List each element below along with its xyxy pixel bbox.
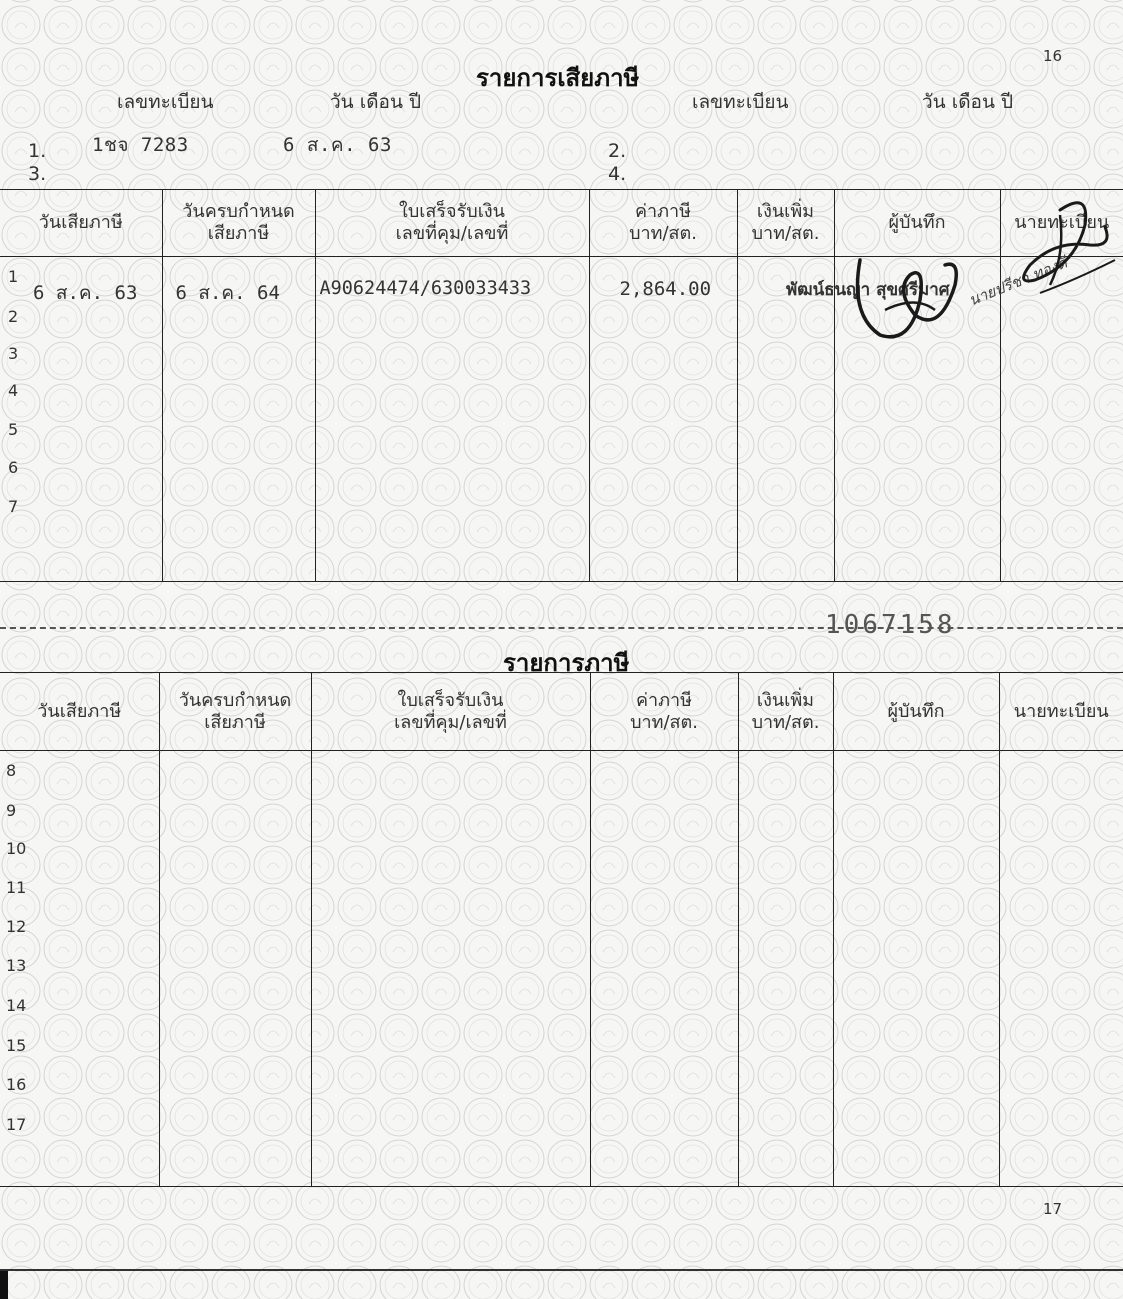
cell-due-date <box>159 751 311 1187</box>
col-header-line: เลขที่คุม/เลขที่ <box>394 711 507 733</box>
col-header-tax-amount <box>590 673 738 751</box>
record-tax-amount: 2,864.00 <box>619 278 712 300</box>
entry-number: 4. <box>608 163 627 185</box>
cell-tax-date <box>0 257 162 582</box>
page-number-top: 16 <box>1043 47 1063 65</box>
row-number: 12 <box>6 917 27 936</box>
reg-number-header-right: เลขทะเบียน <box>692 91 789 113</box>
col-header-line: วันครบกำหนด <box>178 689 292 711</box>
row-number: 15 <box>6 1036 27 1055</box>
row-number: 2 <box>8 307 19 326</box>
row-number: 3 <box>8 344 19 363</box>
row-number: 11 <box>6 878 27 897</box>
cell-surcharge <box>738 751 833 1187</box>
col-header-due-date <box>159 673 311 751</box>
col-header-line: ใบเสร็จรับเงิน <box>397 689 504 711</box>
col-header-line: เสียภาษี <box>204 711 266 733</box>
cell-tax-date <box>0 751 159 1187</box>
table-header-row <box>0 673 1123 751</box>
col-header-line: ค่าภาษี <box>636 689 692 711</box>
cell-surcharge <box>737 257 834 582</box>
page-bottom-edge <box>0 1269 1123 1271</box>
row-number: 4 <box>8 381 19 400</box>
table-body-row <box>0 751 1123 1187</box>
col-header-line: เงินเพิ่ม <box>756 201 815 222</box>
registrar-signature <box>1005 185 1123 305</box>
col-header-line: บาท/สต. <box>630 711 698 733</box>
col-header-recorder: ผู้บันทึก <box>833 673 999 751</box>
tax-list-table <box>0 672 1123 1187</box>
cell-registrar <box>999 751 1123 1187</box>
date-header-left: วัน เดือน ปี <box>330 91 422 113</box>
recorder-name-stamp: พัฒน์ธนญา สุขศรีมาศ <box>786 280 950 300</box>
col-header-receipt <box>315 190 589 257</box>
row-number: 17 <box>6 1115 27 1134</box>
col-header-line: บาท/สต. <box>629 223 697 244</box>
col-header-registrar: นายทะเบียน <box>1000 190 1123 257</box>
section-title-tax-payments: รายการเสียภาษี <box>476 64 640 92</box>
row-number: 8 <box>6 761 17 780</box>
col-header-tax-amount <box>589 190 737 257</box>
page-number-bottom: 17 <box>1043 1200 1063 1218</box>
reg-number-header-left: เลขทะเบียน <box>117 91 214 113</box>
cell-registrar <box>1000 257 1123 582</box>
cell-recorder <box>833 751 999 1187</box>
date-header-right: วัน เดือน ปี <box>922 91 1014 113</box>
col-header-line: เสียภาษี <box>207 223 270 244</box>
col-header-line: เงินเพิ่ม <box>756 689 815 711</box>
row-number: 14 <box>6 996 27 1015</box>
row-number: 7 <box>8 497 19 516</box>
cell-receipt <box>311 751 590 1187</box>
record-tax-date: 6 ส.ค. 63 <box>33 282 138 304</box>
row-number: 5 <box>8 420 19 439</box>
registrar-name: นายปรีชา ทองดี <box>966 253 1070 310</box>
row-number: 6 <box>8 458 19 477</box>
col-header-line: ใบเสร็จรับเงิน <box>399 201 505 222</box>
col-header-line: วันครบกำหนด <box>182 201 295 222</box>
cell-due-date <box>162 257 315 582</box>
col-header-registrar: นายทะเบียน <box>999 673 1123 751</box>
cell-tax-amount <box>589 257 737 582</box>
col-header-line: บาท/สต. <box>751 711 820 733</box>
col-header-line: บาท/สต. <box>751 223 820 244</box>
entry-number: 1. <box>28 140 47 162</box>
col-header-line: ค่าภาษี <box>635 201 691 222</box>
col-header-surcharge <box>737 190 834 257</box>
col-header-tax-date: วันเสียภาษี <box>0 673 159 751</box>
stamped-serial-number: 1067158 <box>825 610 956 640</box>
entry-number: 2. <box>608 140 627 162</box>
col-header-receipt <box>311 673 590 751</box>
col-header-due-date <box>162 190 315 257</box>
cell-tax-amount <box>590 751 738 1187</box>
row-number: 9 <box>6 801 17 820</box>
col-header-line: เลขที่คุม/เลขที่ <box>395 223 509 244</box>
section-title-tax-list: รายการภาษี <box>503 649 630 677</box>
entry-date: 6 ส.ค. 63 <box>283 134 392 156</box>
col-header-surcharge <box>738 673 833 751</box>
row-number: 10 <box>6 839 27 858</box>
col-header-recorder: ผู้บันทึก <box>834 190 1000 257</box>
recorder-signature <box>840 215 980 345</box>
entry-reg-number: 1ชจ 7283 <box>92 134 189 156</box>
scan-shadow <box>0 1271 8 1299</box>
col-header-tax-date: วันเสียภาษี <box>0 190 162 257</box>
row-number: 1 <box>8 267 19 286</box>
record-due-date: 6 ส.ค. 64 <box>175 282 280 304</box>
cell-receipt <box>315 257 589 582</box>
row-number: 16 <box>6 1075 27 1094</box>
record-receipt-number: A90624474/630033433 <box>319 278 532 299</box>
entry-number: 3. <box>28 163 47 185</box>
row-number: 13 <box>6 956 27 975</box>
